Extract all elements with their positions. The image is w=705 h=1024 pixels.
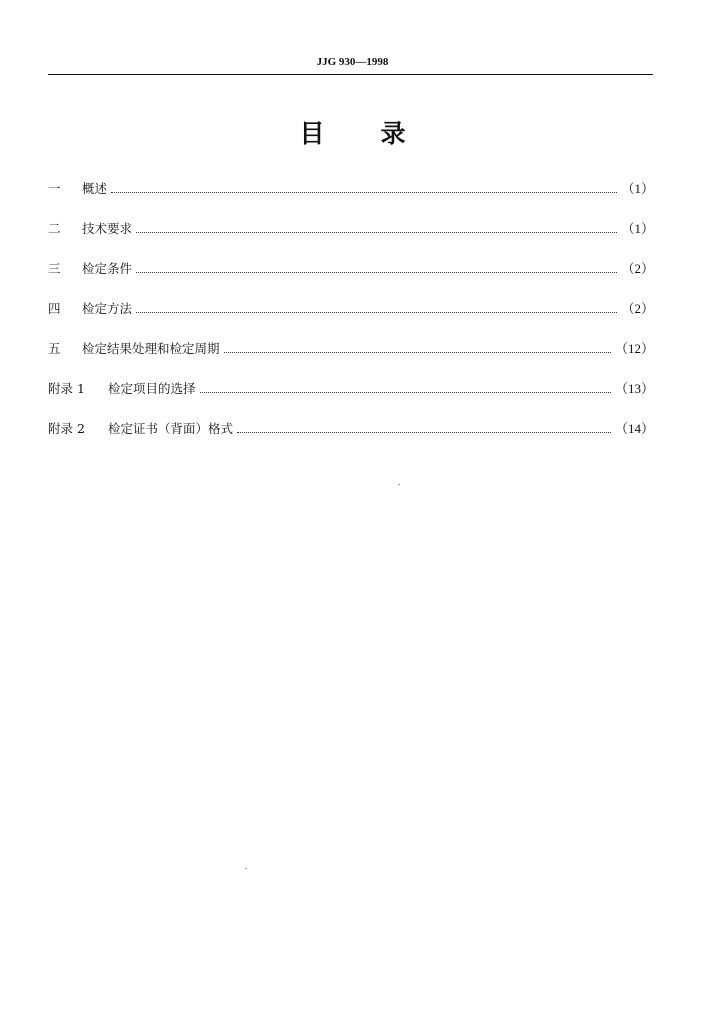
toc-entry-page: （1） [621,221,654,236]
header-rule [48,74,653,75]
toc-entry-label: 检定方法 [82,301,133,316]
toc-entry-label: 概述 [82,181,108,196]
toc-leader-dots [136,258,617,273]
toc-leader-dots [237,418,611,433]
toc-entry-label: 检定证书（背面）格式 [108,421,234,436]
toc-entry-number: 四 [48,301,61,316]
toc-entry[interactable] [48,378,654,418]
scan-speck [398,484,400,485]
page-title: 目录 [299,119,462,148]
toc-leader-dots [136,218,617,233]
toc-entry-number: 一 [48,181,61,196]
toc-entry[interactable] [48,298,654,338]
toc-entry-page: （12） [614,341,654,356]
toc-entry-page: （13） [614,381,654,396]
toc-entry-number: 五 [48,341,61,356]
toc-leader-dots [111,178,617,193]
toc-entry-number: 附录 2 [48,421,85,436]
toc-entry-number: 二 [48,221,61,236]
document-code-header: JJG 930—1998 [316,56,389,68]
scan-speck [245,868,247,869]
toc-entry-label: 技术要求 [82,221,133,236]
toc-entry-page: （14） [614,421,654,436]
toc-entry-label: 检定结果处理和检定周期 [82,341,220,356]
toc-entry[interactable] [48,418,654,458]
toc-leader-dots [224,338,611,353]
toc-entry[interactable] [48,178,654,218]
toc-entry[interactable] [48,338,654,378]
toc-entry[interactable] [48,258,654,298]
toc-entry-page: （2） [621,261,654,276]
toc-leader-dots [136,298,617,313]
toc-entry[interactable] [48,218,654,258]
toc-leader-dots [200,378,611,393]
toc-entry-page: （2） [621,301,654,316]
table-of-contents [48,178,654,458]
toc-entry-number: 三 [48,261,61,276]
toc-entry-label: 检定条件 [82,261,133,276]
toc-entry-number: 附录 1 [48,381,85,396]
toc-entry-label: 检定项目的选择 [108,381,196,396]
toc-entry-page: （1） [621,181,654,196]
